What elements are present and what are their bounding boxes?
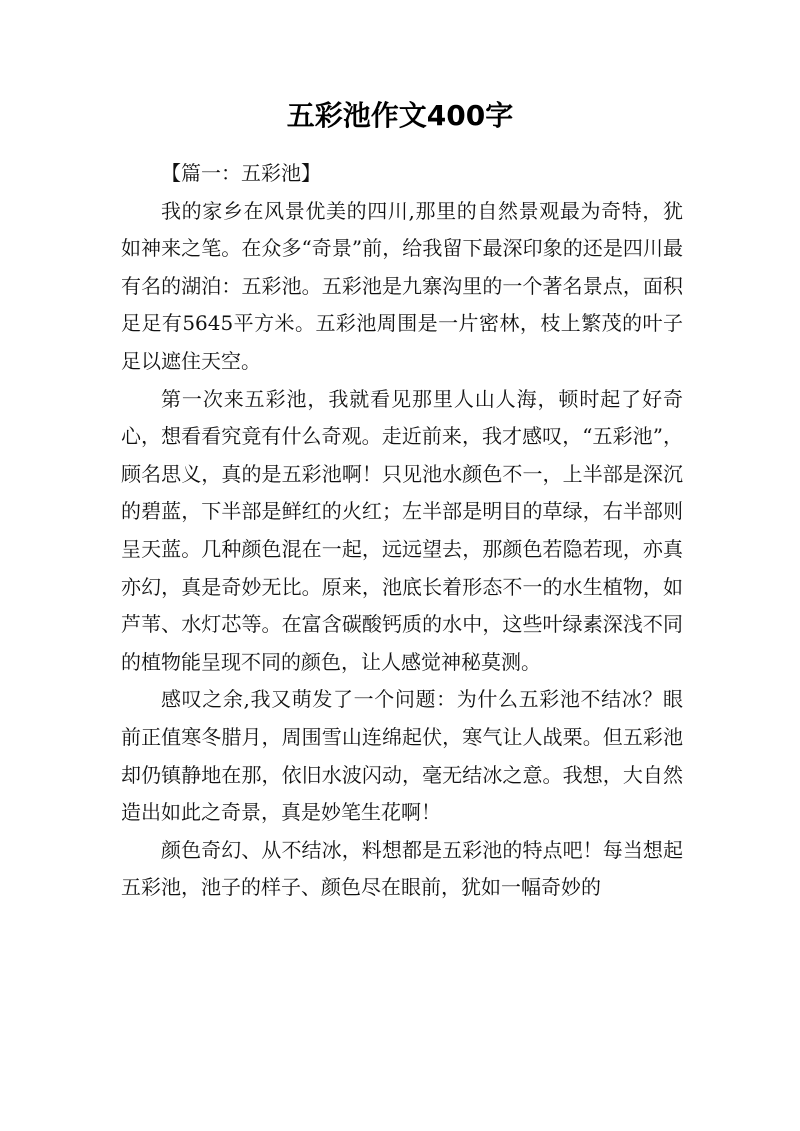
paragraph: 感叹之余,我又萌发了一个问题：为什么五彩池不结冰？眼前正值寒冬腊月，周围雪山连绵起伏，寒气让人战栗。但五彩池却仍镇静地在那，依旧水波闪动，毫无结冰之意。我想，大自然造出如此之奇景，真是妙笔生花啊！: [121, 687, 683, 825]
paragraph: 颜色奇幻、从不结冰，料想都是五彩池的特点吧！每当想起五彩池，池子的样子、颜色尽在眼前，犹如一幅奇妙的: [121, 837, 683, 900]
paragraph: 我的家乡在风景优美的四川,那里的自然景观最为奇特，犹如神来之笔。在众多“奇景”前，给我留下最深印象的还是四川最有名的湖泊：五彩池。五彩池是九寨沟里的一个著名景点，面积足足有5645平方米。五彩池周围是一片密林，枝上繁茂的叶子足以遮住天空。: [121, 198, 683, 373]
section-heading: 【篇一：五彩池】: [161, 161, 321, 185]
document-title: 五彩池作文400字: [286, 99, 514, 132]
paragraph: 第一次来五彩池，我就看见那里人山人海，顿时起了好奇心，想看看究竟有什么奇观。走近前来，我才感叹，“五彩池”，顾名思义，真的是五彩池啊！只见池水颜色不一，上半部是深沉的碧蓝，下半部是鲜红的火红；左半部是明目的草绿，右半部则呈天蓝。几种颜色混在一起，远远望去，那颜色若隐若现，亦真亦幻，真是奇妙无比。原来，池底长着形态不一的水生植物，如芦苇、水灯芯等。在富含碳酸钙质的水中，这些叶绿素深浅不同的植物能呈现不同的颜色，让人感觉神秘莫测。: [121, 386, 683, 674]
document-body: [121, 155, 683, 907]
